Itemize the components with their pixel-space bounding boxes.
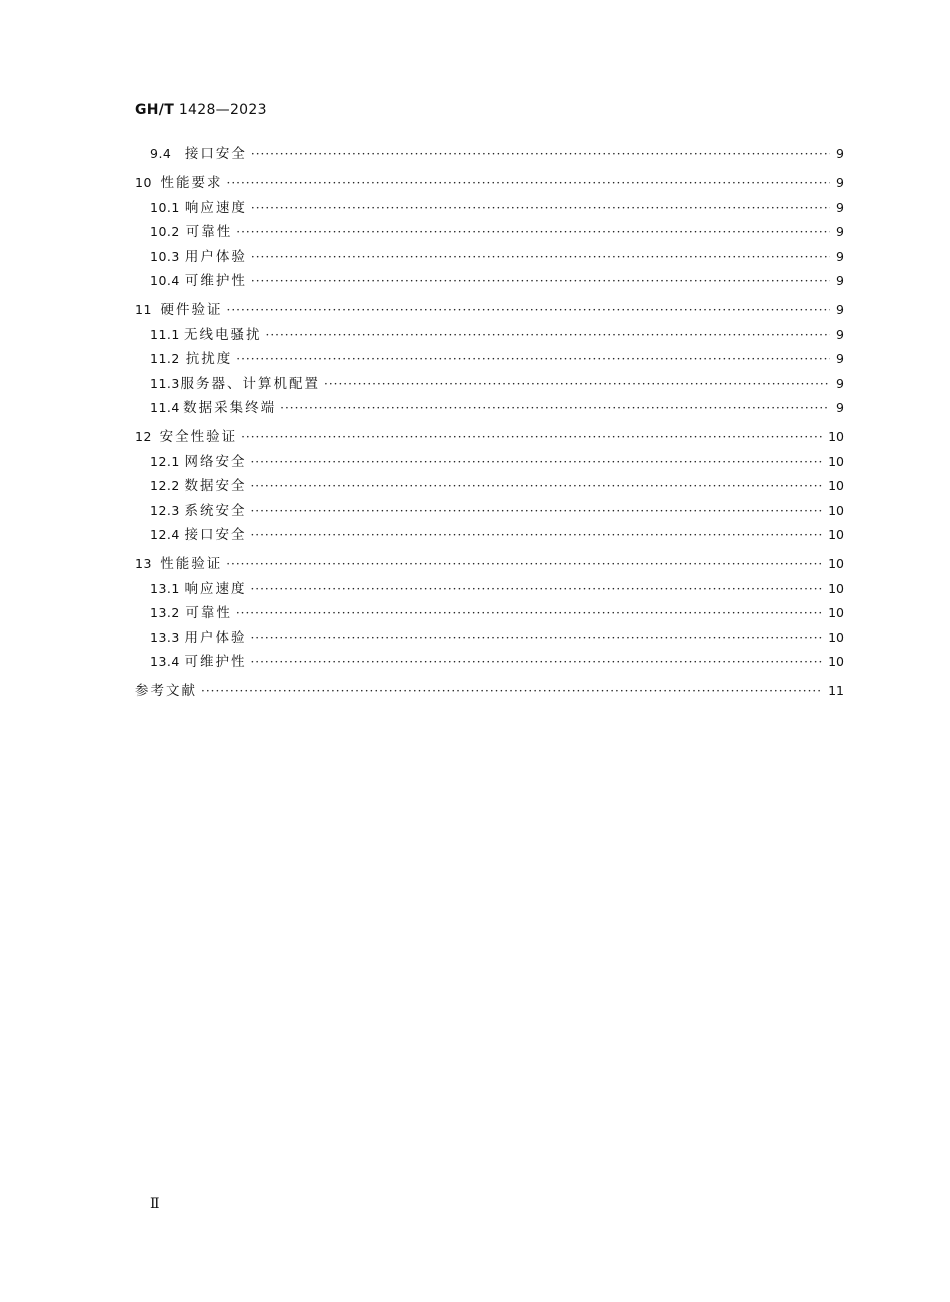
- toc-entry-page: 9: [836, 146, 844, 161]
- toc-dot-leader: [241, 425, 822, 450]
- toc-entry[interactable]: [135, 298, 844, 323]
- toc-entry-page: 10: [828, 605, 844, 620]
- toc-entry[interactable]: [135, 499, 844, 524]
- toc-entry-number: 10.3: [150, 248, 180, 264]
- toc-dot-leader: [250, 626, 822, 651]
- toc-entry-title: 硬件验证: [160, 302, 223, 318]
- toc-entry[interactable]: [135, 679, 844, 704]
- toc-entry-number: 13.2: [150, 605, 180, 620]
- toc-entry-title: 系统安全: [184, 502, 247, 519]
- toc-entry-title: 网络安全: [184, 453, 247, 470]
- toc-entry-title: 用户体验: [184, 629, 247, 646]
- toc-dot-leader: [250, 450, 822, 475]
- toc-entry-number: 10.1: [150, 199, 180, 215]
- toc-entry[interactable]: [135, 552, 844, 577]
- toc-entry-title: 抗扰度: [185, 351, 233, 367]
- toc-entry[interactable]: [135, 601, 844, 626]
- toc-entry-page: 11: [828, 683, 844, 698]
- toc-entry-number: 11.2: [150, 351, 180, 366]
- toc-entry-number: 10: [135, 175, 152, 190]
- toc-entry-page: 10: [828, 429, 844, 444]
- toc-entry-title: 性能验证: [160, 556, 223, 572]
- toc-entry-page: 9: [836, 273, 844, 288]
- toc-entry-page: 9: [836, 199, 844, 215]
- toc-dot-leader: [236, 601, 822, 626]
- toc-entry[interactable]: [135, 450, 844, 475]
- toc-dot-leader: [236, 220, 830, 245]
- toc-entry-title: 性能要求: [160, 175, 223, 191]
- toc-dot-leader: [266, 323, 831, 348]
- toc-entry[interactable]: [135, 142, 844, 167]
- toc-entry-page: 9: [836, 224, 844, 239]
- toc-entry[interactable]: [135, 650, 844, 675]
- toc-entry-number: 11.1: [150, 326, 180, 342]
- toc-entry-number: 13: [135, 556, 152, 571]
- toc-entry[interactable]: [135, 523, 844, 548]
- toc-entry-title: 参考文献: [135, 683, 197, 699]
- page-number-footer: Ⅱ: [150, 1196, 160, 1212]
- toc-entry-page: 9: [836, 400, 844, 415]
- toc-entry-number: 12.3: [150, 502, 180, 518]
- toc-dot-leader: [250, 523, 822, 548]
- table-of-contents: [135, 142, 844, 704]
- toc-entry-page: 9: [836, 375, 844, 391]
- toc-entry-number: 10.2: [150, 224, 180, 239]
- toc-entry-number: 12: [135, 429, 152, 444]
- toc-entry-page: 10: [828, 478, 844, 493]
- toc-entry[interactable]: [135, 347, 844, 372]
- toc-entry[interactable]: [135, 245, 844, 270]
- toc-entry-number: 12.2: [150, 478, 180, 493]
- toc-entry-title: 安全性验证: [159, 429, 238, 445]
- toc-entry-number: 10.4: [150, 273, 180, 288]
- toc-entry[interactable]: [135, 396, 844, 421]
- toc-dot-leader: [251, 196, 830, 221]
- toc-entry-number: 11: [135, 302, 152, 317]
- toc-entry-number: 11.3: [150, 375, 180, 391]
- toc-entry-title: 用户体验: [184, 248, 247, 265]
- standard-number: 1428—2023: [178, 102, 267, 118]
- toc-dot-leader: [227, 171, 831, 196]
- toc-entry-title: 服务器、计算机配置: [180, 375, 320, 392]
- toc-entry[interactable]: [135, 626, 844, 651]
- toc-dot-leader: [227, 298, 831, 323]
- toc-dot-leader: [280, 396, 830, 421]
- toc-dot-leader: [236, 347, 830, 372]
- toc-entry[interactable]: [135, 425, 844, 450]
- standard-prefix: GH/T: [135, 102, 175, 118]
- toc-entry-page: 9: [836, 351, 844, 366]
- toc-dot-leader: [226, 552, 822, 577]
- toc-entry-title: 可靠性: [185, 224, 233, 240]
- toc-entry-title: 可维护性: [184, 273, 247, 289]
- toc-entry-title: 可靠性: [185, 605, 232, 621]
- toc-entry-number: 13.4: [150, 654, 180, 669]
- toc-entry[interactable]: [135, 196, 844, 221]
- toc-entry-title: 数据安全: [184, 478, 247, 494]
- toc-entry-title: 可维护性: [184, 654, 247, 670]
- toc-entry-page: 10: [828, 654, 844, 669]
- toc-entry-title: 接口安全: [184, 146, 247, 162]
- toc-entry-page: 10: [828, 453, 844, 469]
- toc-dot-leader: [324, 372, 830, 397]
- toc-entry-number: 12.4: [150, 527, 180, 542]
- document-code-header: [135, 102, 267, 118]
- toc-entry-page: 9: [836, 326, 844, 342]
- toc-entry-number: 13.1: [150, 580, 180, 596]
- toc-entry-page: 10: [828, 527, 844, 542]
- toc-entry[interactable]: [135, 269, 844, 294]
- toc-dot-leader: [250, 577, 822, 602]
- toc-dot-leader: [251, 142, 830, 167]
- toc-entry-number: 12.1: [150, 453, 180, 469]
- toc-entry-page: 9: [836, 175, 844, 190]
- toc-entry-page: 9: [836, 248, 844, 264]
- toc-entry-number: 13.3: [150, 629, 180, 645]
- toc-entry[interactable]: [135, 323, 844, 348]
- toc-entry-page: 10: [828, 556, 844, 571]
- toc-entry[interactable]: [135, 577, 844, 602]
- toc-entry-title: 接口安全: [184, 527, 247, 543]
- toc-dot-leader: [251, 269, 830, 294]
- toc-dot-leader: [201, 679, 822, 704]
- toc-entry-page: 10: [828, 629, 844, 645]
- toc-entry-title: 响应速度: [184, 199, 247, 216]
- toc-entry-number: 9.4: [150, 146, 172, 161]
- toc-entry-title: 无线电骚扰: [184, 326, 262, 343]
- toc-entry-page: 9: [836, 302, 844, 317]
- toc-entry-number: 11.4: [150, 400, 180, 415]
- toc-dot-leader: [250, 474, 822, 499]
- toc-dot-leader: [251, 245, 830, 270]
- toc-dot-leader: [250, 650, 822, 675]
- toc-entry-title: 响应速度: [184, 580, 247, 597]
- toc-dot-leader: [250, 499, 822, 524]
- toc-entry[interactable]: [135, 474, 844, 499]
- toc-entry-page: 10: [828, 580, 844, 596]
- toc-entry[interactable]: [135, 171, 844, 196]
- toc-entry[interactable]: [135, 220, 844, 245]
- toc-entry[interactable]: [135, 372, 844, 397]
- toc-entry-page: 10: [828, 502, 844, 518]
- toc-entry-title: 数据采集终端: [183, 400, 277, 416]
